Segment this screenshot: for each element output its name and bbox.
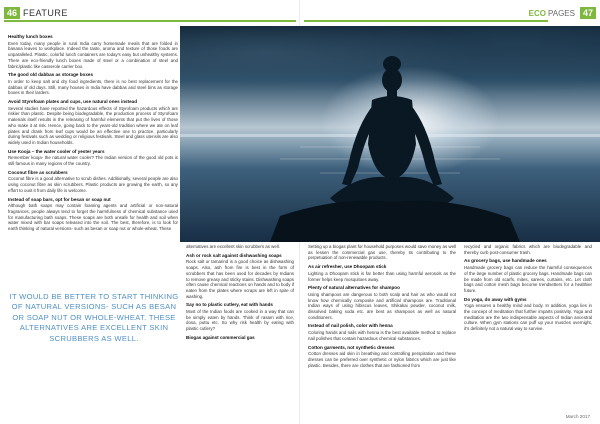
right-header <box>529 6 596 20</box>
heading: Use Kooja – the water cooler of yester years <box>8 148 105 154</box>
paragraph: Yoga ensures a healthy mind and body. In addition, yoga lies in the concept of meditation that further imparts positivity. Yoga and meditation are the two indispensable aspects of Indian ancestral culture. When gym stations can puff up your muscles overnight, it's definitely not a natural way to survive. <box>464 303 592 332</box>
heading: Cotton garments, not synthetic dresses <box>308 344 395 350</box>
paragraph: Setting up a biogas plant for household purposes would save money as well as lessen the commercial gas use, thereby its contributing to the perpetuation of non-renewable products. <box>308 244 456 261</box>
heading: As air refresher, use Dhoopam stick <box>308 264 387 270</box>
section-title: FEATURE <box>23 8 68 18</box>
paragraph: Lighting a Dhoopam stick is far better than using harmful aerosols as the former helps keep mosquitoes away. <box>308 270 456 282</box>
paragraph: Most of the Indian foods are cooked in a way that can be simply eaten by hands. Think of rasam with rice, dosa, puttu etc. So why risk health by eating with plastic cutlery? <box>186 309 294 332</box>
heading: Coconut fibre as scrubbers <box>8 169 68 175</box>
pull-quote: IT WOULD BE BETTER TO START THINKING OF NATURAL VERSIONS- SUCH AS BESAN OR SOAP NUT OR WHOLE-WHEAT. THESE ALTERNATIVES ARE EXCELLENT SKIN SCRUBBERS AS WELL. <box>9 292 179 343</box>
heading: Ash or rock salt against dishwashing soaps <box>186 252 282 258</box>
heading: Biogas against commercial gas <box>186 334 255 340</box>
paragraph: alternatives are excellent skin scrubbers as well. <box>186 244 280 249</box>
column-2 <box>186 244 294 342</box>
heading: Say no to plastic cutlery, eat with hands <box>186 302 273 308</box>
heading: Avoid Styrofoam plates and cups, use natural ones instead <box>8 99 137 105</box>
paragraph: Coloring hands and nails with henna is the best available method to replace nail polishes that contain hazardous chemical substances. <box>308 330 456 341</box>
paragraph: In order to keep salt and dry food ingredients, there is no best replacement for the dabbas of old days. Still, many houses in India have dabbas and steel bins as storage boxes in their larders. <box>8 78 178 96</box>
paragraph: Even today, many people in rural India carry homemade meals that are folded in banana leaves to workplace. Indeed the taste, aroma and texture of those foods are unparalleled. Plastic, colorful lunch containers are today's easy but unhealthy systems. There are eco-friendly lunch boxes made of steel or a combination of steel and fabric/plastic like casserole carrier box. <box>8 40 178 69</box>
paragraph: Coconut fibre is a good alternative to scrub dishes. Additionally, several people are also using coconut fibre as skin scrubbers. Plastic products are growing the earth, so any effort to oust it from daily life is welcome. <box>8 176 178 193</box>
heading: Plenty of natural alternatives for shampoo <box>308 285 400 291</box>
paragraph: Rock salt or tamarind is a good choice as dishwashing soaps. Also, ash from fire is best in the form of scrubbers that has been used for decades by Indians to remove greasy and sticky stains. Dishwashing soaps often cause chemical reactions on hands and to body if eaten from the plates where scraps are left in spite of washing. <box>186 259 294 299</box>
left-header <box>4 6 68 20</box>
paragraph: Several studies have reported the hazardous effects of Styrofoam products which are riskier than plastic. Despite being biodegradable, the production process of Styrofoam materials itself results in the releasing of harmful elements that put the lives of those who make it at risk. Hence, going back to the years-old tradition where we ate on leaf plates and drank from leaf cups would be an effective one to practice, particularly during festivals such as wedding or religious festivals. Steel and glass utensils are also widely used in Indian households. <box>8 105 178 145</box>
heading: The good old dabbas as storage boxes <box>8 72 94 78</box>
paragraph: Although bath soaps may contain foaming agents and artificial or non-natural fragrances, people always tend to forget the harmfulness of chemical substance used for manufacturing bath soaps. These soaps are both unsafe for health and soil when water mixed with bar soaps released into the soil. The best, therefore, is to look for earth thinking of natural versions- such as besan or soap nut or whole-wheat. These <box>8 203 178 232</box>
heading: Healthy lunch boxes <box>8 34 53 39</box>
heading: Instead of nail polish, color with henna <box>308 323 393 329</box>
brand-eco: ECO <box>528 8 546 18</box>
heading: As grocery bags, use handmade ones <box>464 258 547 264</box>
paragraph: Using shampoos are dangerous to both scalp and hair as who would not know how chemically composite and artificial shampoos are. Traditional Indian ways of using hibiscus leaves, Shikakai powder, coconut milk, dissolved baking soda etc. are best as shampoos as well as natural conditioners. <box>308 291 456 320</box>
right-page-number: 47 <box>580 7 596 19</box>
heading: Instead of soap bars, opt for besan or soap nut <box>8 196 111 202</box>
heading: Do yoga, do away with gyms <box>464 296 527 302</box>
meditating-woman-silhouette-icon <box>180 26 600 242</box>
paragraph: Remember kooja- the natural water cooler? The Indian version of the good old pots is still famous in many regions of the country. <box>8 155 178 167</box>
paragraph: recycled and organic fabrics which are biodegradable and thereby curb post-consumer trash. <box>464 244 592 255</box>
issue-date: March 2017 <box>565 414 590 419</box>
hero-photo <box>180 26 600 242</box>
brand-pages: PAGES <box>548 8 575 18</box>
column-3 <box>308 244 456 371</box>
left-page-number: 46 <box>4 7 20 19</box>
column-1 <box>8 32 178 235</box>
column-4 <box>464 244 592 335</box>
right-header-rule <box>304 20 548 22</box>
left-header-rule <box>4 20 296 22</box>
paragraph: Handmade grocery bags can reduce the harmful consequences of the large number of plastic grocery bags. Handmade bags can be made from old scarfs, mites, sarees, curtains, etc. Let cloth bags and cotton mesh bags become trendsetters for a healthier future. <box>464 265 592 293</box>
paragraph: Cotton dresses aid skin in breathing and controlling perspiration and these dresses can be preferred over synthetic or nylon fabrics which are just like plastic. Besides, there are clothes that are fashioned from <box>308 351 456 368</box>
